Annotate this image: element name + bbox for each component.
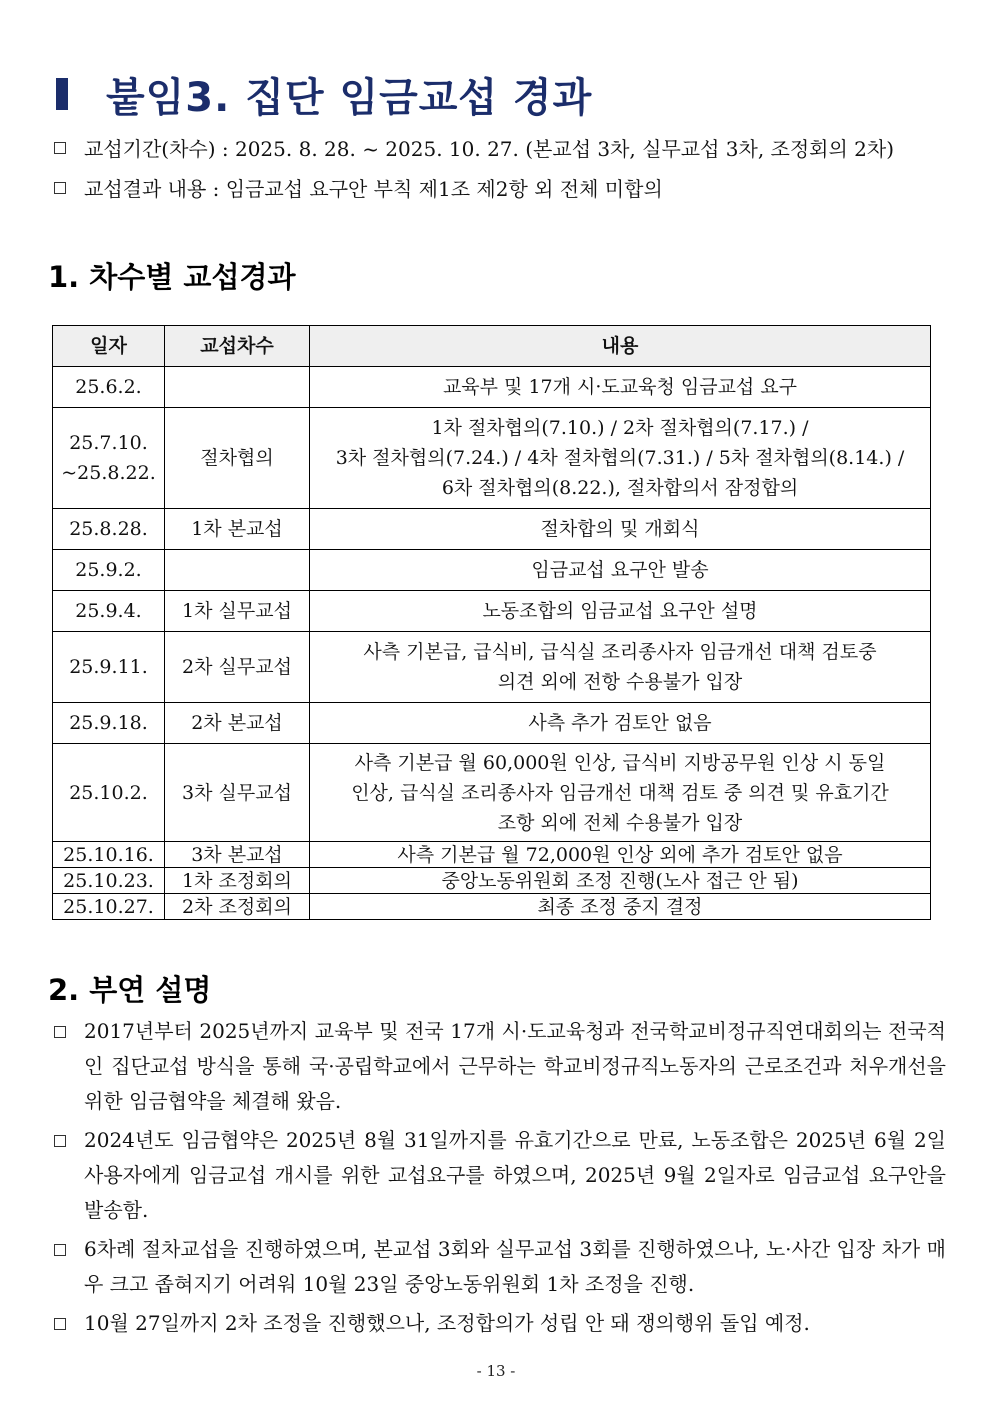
row-content: 사측 추가 검토안 없음 [310, 703, 931, 744]
table-row [53, 703, 931, 744]
row-date: 25.9.2. [53, 550, 165, 591]
row-round: 3차 실무교섭 [165, 744, 310, 842]
row-date: 25.10.16. [53, 842, 165, 868]
row-round [165, 367, 310, 408]
row-round: 2차 본교섭 [165, 703, 310, 744]
row-content: 최종 조정 중지 결정 [310, 894, 931, 920]
table-row [53, 632, 931, 703]
square-bullet-icon [54, 142, 66, 154]
row-date: 25.10.27. [53, 894, 165, 920]
explanation-text: 2024년도 임금협약은 2025년 8월 31일까지를 유효기간으로 만료, 노동조합은 2025년 6월 2일 사용자에게 임금교섭 개시를 위한 교섭요구를 하였으며, 2025년 9월 2일자로 임금교섭 요구안을 발송함. [84, 1128, 946, 1222]
square-bullet-icon [54, 182, 66, 194]
explanation-item [54, 1014, 946, 1119]
explanation-list [54, 1014, 946, 1345]
row-round: 2차 실무교섭 [165, 632, 310, 703]
row-date: 25.10.23. [53, 868, 165, 894]
row-content: 사측 기본급 월 72,000원 인상 외에 추가 검토안 없음 [310, 842, 931, 868]
section2-heading: 2. 부연 설명 [48, 973, 212, 1007]
row-date: 25.10.2. [53, 744, 165, 842]
title-marker [56, 78, 68, 110]
row-round: 1차 본교섭 [165, 509, 310, 550]
table-body [53, 367, 931, 920]
col-header-round: 교섭차수 [165, 326, 310, 367]
col-header-date: 일자 [53, 326, 165, 367]
square-bullet-icon [54, 1026, 66, 1038]
row-content: 사측 기본급, 급식비, 급식실 조리종사자 임금개선 대책 검토중 의견 외에 전항 수용불가 입장 [310, 632, 931, 703]
summary-result-text: 교섭결과 내용 : 임금교섭 요구안 부칙 제1조 제2항 외 전체 미합의 [84, 177, 663, 201]
row-date: 25.7.10. ~25.8.22. [53, 408, 165, 509]
table-row [53, 591, 931, 632]
row-date: 25.6.2. [53, 367, 165, 408]
summary-period-text: 교섭기간(차수) : 2025. 8. 28. ~ 2025. 10. 27. (본교섭 3차, 실무교섭 3차, 조정회의 2차) [84, 137, 895, 161]
table-row [53, 408, 931, 509]
row-round: 1차 실무교섭 [165, 591, 310, 632]
explanation-text: 2017년부터 2025년까지 교육부 및 전국 17개 시·도교육청과 전국학교비정규직연대회의는 전국적인 집단교섭 방식을 통해 국·공립학교에서 근무하는 학교비정규직노동자의 근로조건과 처우개선을 위한 임금협약을 체결해 왔음. [84, 1019, 946, 1113]
row-round: 절차협의 [165, 408, 310, 509]
section1-heading: 1. 차수별 교섭경과 [48, 260, 296, 294]
row-content: 1차 절차협의(7.10.) / 2차 절차협의(7.17.) / 3차 절차협의(7.24.) / 4차 절차협의(7.31.) / 5차 절차협의(8.14.) / 6차 절차협의(8.22.), 절차합의서 잠정합의 [310, 408, 931, 509]
table-row [53, 868, 931, 894]
square-bullet-icon [54, 1244, 66, 1256]
table-row [53, 550, 931, 591]
row-content: 절차합의 및 개회식 [310, 509, 931, 550]
row-round: 3차 본교섭 [165, 842, 310, 868]
page-title [56, 64, 592, 124]
explanation-text: 10월 27일까지 2차 조정을 진행했으나, 조정합의가 성립 안 돼 쟁의행위 돌입 예정. [84, 1311, 810, 1335]
row-date: 25.8.28. [53, 509, 165, 550]
row-round: 2차 조정회의 [165, 894, 310, 920]
row-content: 중앙노동위원회 조정 진행(노사 접근 안 됨) [310, 868, 931, 894]
row-date: 25.9.4. [53, 591, 165, 632]
row-round: 1차 조정회의 [165, 868, 310, 894]
square-bullet-icon [54, 1135, 66, 1147]
summary-period [54, 133, 894, 162]
table-row [53, 509, 931, 550]
explanation-text: 6차례 절차교섭을 진행하였으며, 본교섭 3회와 실무교섭 3회를 진행하였으나, 노·사간 입장 차가 매우 크고 좁혀지기 어려워 10월 23일 중앙노동위원회 1차 조정을 진행. [84, 1237, 946, 1296]
row-content: 임금교섭 요구안 발송 [310, 550, 931, 591]
row-round [165, 550, 310, 591]
page-number: - 13 - [476, 1362, 516, 1380]
row-content: 교육부 및 17개 시·도교육청 임금교섭 요구 [310, 367, 931, 408]
table-header-row [53, 326, 931, 367]
row-content: 노동조합의 임금교섭 요구안 설명 [310, 591, 931, 632]
square-bullet-icon [54, 1318, 66, 1330]
table-row [53, 842, 931, 868]
row-date: 25.9.18. [53, 703, 165, 744]
explanation-item [54, 1123, 946, 1228]
negotiation-table [52, 325, 931, 920]
table-row [53, 894, 931, 920]
row-date: 25.9.11. [53, 632, 165, 703]
row-content: 사측 기본급 월 60,000원 인상, 급식비 지방공무원 인상 시 동일 인상, 급식실 조리종사자 임금개선 대책 검토 중 의견 및 유효기간 조항 외에 전체 수용불가 입장 [310, 744, 931, 842]
table-row [53, 744, 931, 842]
page-title-text: 붙임3. 집단 임금교섭 경과 [106, 74, 593, 121]
col-header-content: 내용 [310, 326, 931, 367]
explanation-item [54, 1306, 946, 1341]
table-row [53, 367, 931, 408]
summary-result [54, 173, 663, 202]
explanation-item [54, 1232, 946, 1302]
